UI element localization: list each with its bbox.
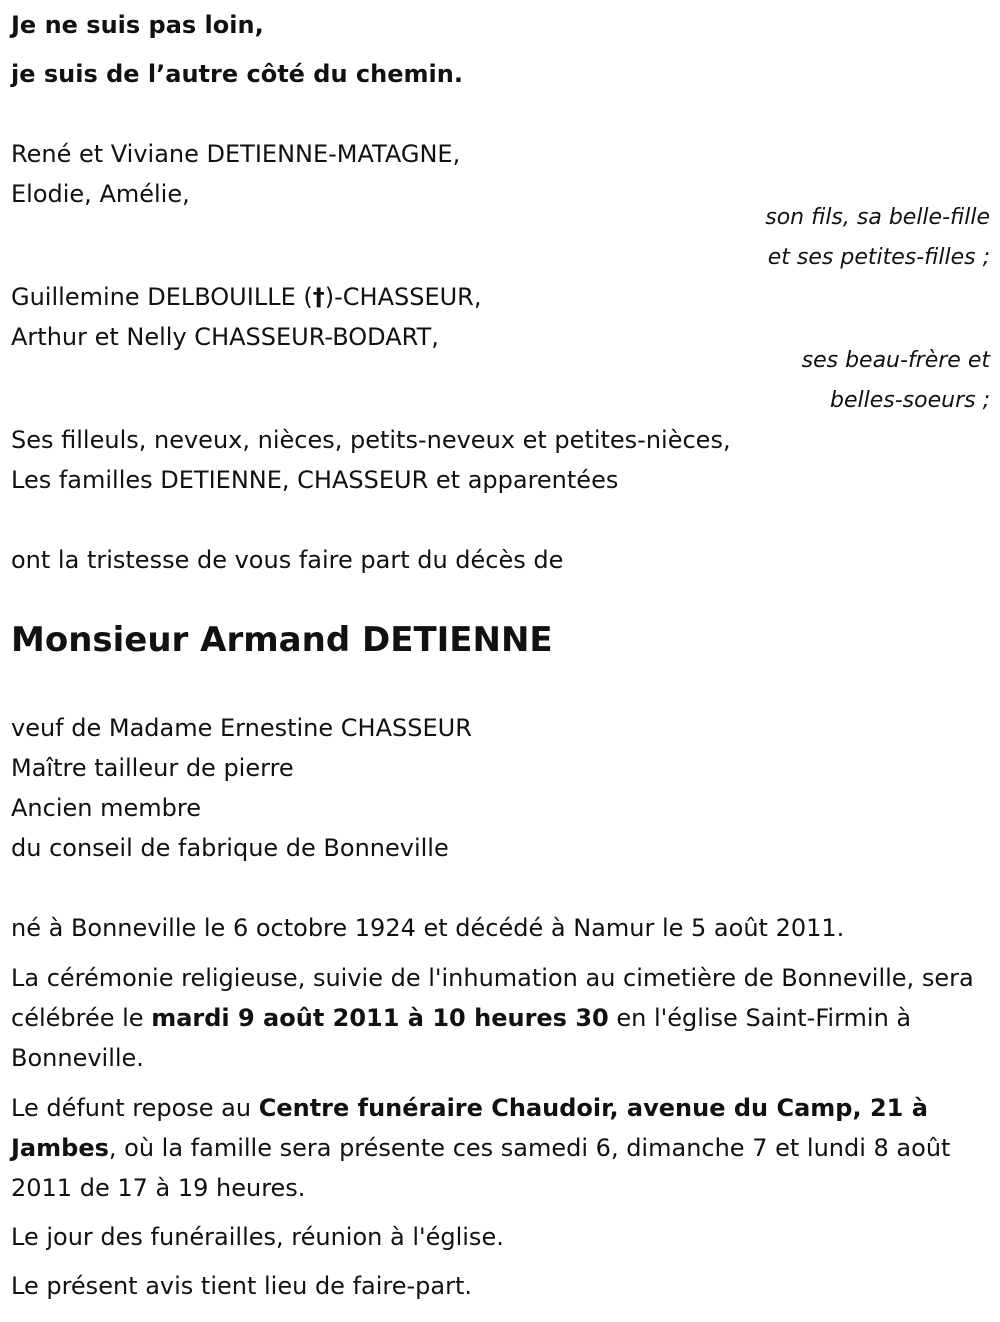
deceased-name: Monsieur Armand DETIENNE bbox=[11, 620, 553, 660]
detail-profession: Maître tailleur de pierre bbox=[11, 754, 294, 782]
notice-line: Le présent avis tient lieu de faire-part. bbox=[11, 1272, 473, 1300]
relation-son-line-2: et ses petites-filles ; bbox=[767, 245, 990, 270]
quote-line-2: je suis de l’autre côté du chemin. bbox=[11, 60, 463, 88]
birth-death-line: né à Bonneville le 6 octobre 1924 et décédé à Namur le 5 août 2011. bbox=[11, 914, 845, 942]
ceremony-paragraph: La cérémonie religieuse, suivie de l'inhumation au cimetière de Bonneville, sera célébrée le mardi 9 août 2011 à 10 heures 30 en l'église Saint-Firmin à Bonneville. bbox=[11, 964, 974, 1072]
family-inlaw-line-1: Guillemine DELBOUILLE (†)-CHASSEUR, bbox=[11, 283, 482, 311]
relation-inlaw-line-2: belles-soeurs ; bbox=[830, 388, 990, 413]
ceremony-datetime: mardi 9 août 2011 à 10 heures 30 bbox=[151, 1004, 609, 1032]
viewing-paragraph: Le défunt repose au Centre funéraire Chaudoir, avenue du Camp, 21 à Jambes, où la famille sera présente ces samedi 6, dimanche 7 et lundi 8 août 2011 de 17 à 19 heures. bbox=[11, 1094, 951, 1202]
relation-son-line-1: son fils, sa belle-fille bbox=[765, 205, 990, 230]
family-son-line: René et Viviane DETIENNE-MATAGNE, bbox=[11, 140, 461, 168]
family-extended-line-2: Les familles DETIENNE, CHASSEUR et apparentées bbox=[11, 466, 619, 494]
family-extended-line-1: Ses filleuls, neveux, nièces, petits-neveux et petites-nièces, bbox=[11, 426, 731, 454]
detail-widower: veuf de Madame Ernestine CHASSEUR bbox=[11, 714, 472, 742]
relation-inlaw-line-1: ses beau-frère et bbox=[801, 348, 990, 373]
family-granddaughters-line: Elodie, Amélie, bbox=[11, 180, 190, 208]
viewing-location: Centre funéraire Chaudoir, avenue du Camp, 21 à Jambes bbox=[11, 1094, 928, 1162]
family-inlaw-line-2: Arthur et Nelly CHASSEUR-BODART, bbox=[11, 323, 439, 351]
detail-council: du conseil de fabrique de Bonneville bbox=[11, 834, 449, 862]
quote-line-1: Je ne suis pas loin, bbox=[11, 11, 264, 39]
meeting-line: Le jour des funérailles, réunion à l'église. bbox=[11, 1223, 504, 1251]
detail-member: Ancien membre bbox=[11, 794, 201, 822]
cross-icon: † bbox=[312, 283, 325, 311]
announcement: ont la tristesse de vous faire part du décès de bbox=[11, 546, 564, 574]
